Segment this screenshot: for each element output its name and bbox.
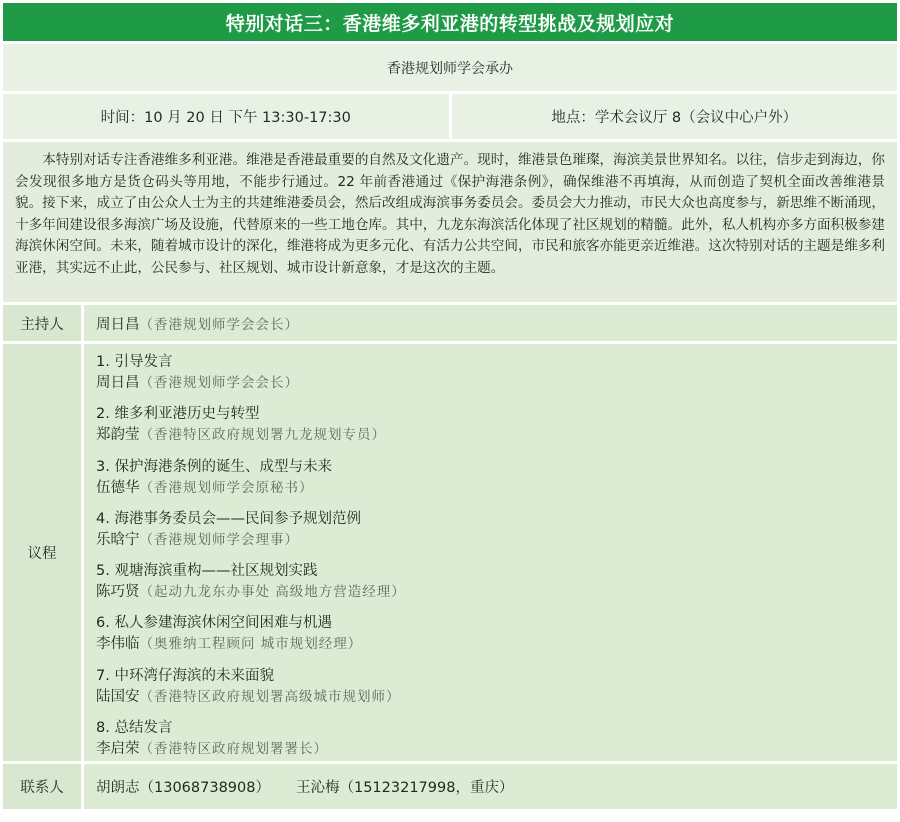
contact-row xyxy=(3,764,897,809)
agenda-item xyxy=(96,613,885,665)
contact-person: 胡朗志（13068738908） xyxy=(96,780,270,796)
agenda-item-title: 4. 海港事务委员会——民间参予规划范例 xyxy=(96,510,361,527)
agenda-item xyxy=(96,561,885,613)
agenda-item-speaker xyxy=(96,581,885,603)
agenda-item-title: 7. 中环湾仔海滨的未来面貌 xyxy=(96,667,274,684)
agenda-item-speaker xyxy=(96,529,885,551)
program-table xyxy=(3,305,897,809)
agenda-item-title: 5. 观塘海滨重构——社区规划实践 xyxy=(96,563,318,580)
agenda-list xyxy=(96,344,885,770)
place-cell: 地点：学术会议厅 8（会议中心户外） xyxy=(452,94,898,139)
agenda-label: 议程 xyxy=(3,344,81,761)
time-cell: 时间：10 月 20 日 下午 13:30-17:30 xyxy=(3,94,449,139)
agenda-item-title: 8. 总结发言 xyxy=(96,720,173,737)
speaker-role: （香港规划师学会原秘书） xyxy=(139,479,314,496)
contact-value xyxy=(84,764,897,809)
agenda-item xyxy=(96,509,885,561)
speaker-name: 乐晗宁 xyxy=(96,531,140,548)
agenda-item xyxy=(96,666,885,718)
agenda-item-speaker xyxy=(96,477,885,499)
intro-paragraph: 本特别对话专注香港维多利亚港。维港是香港最重要的自然及文化遗产。现时，维港景色璀璨，海滨美景世界知名。以往，信步走到海边，你会发现很多地方是货仓码头等用地，不能步行通过。22 年前香港通过《保护海港条例》，确保维港不再填海，从而创造了契机全面改善维港景貌。接下来，成立了由公众人士为主的共建维港委员会，然后改组成海滨事务委员会。委员会大力推动，市民大众也高度参与，新思维不断涌现，十多年间建设很多海滨广场及设施，代替原来的一些工地仓库。其中，九龙东海滨活化体现了社区规划的精髓。此外，私人机构亦多方面积极参建海滨休闲空间。未来，随着城市设计的深化，维港将成为更多元化、有活力公共空间，市民和旅客亦能更亲近维港。这次特别对话的主题是维多利亚港，其实远不止此，公民参与、社区规划、城市设计新意象，才是这次的主题。 xyxy=(3,142,897,302)
contact-label: 联系人 xyxy=(3,764,81,809)
speaker-name: 伍德华 xyxy=(96,479,140,496)
contact-person: 王沁梅（15123217998，重庆） xyxy=(295,780,514,796)
speaker-role: （香港特区政府规划署九龙规划专员） xyxy=(139,427,386,444)
agenda-item-title: 6. 私人参建海滨休闲空间困难与机遇 xyxy=(96,615,332,632)
agenda-item-speaker xyxy=(96,633,885,655)
agenda-item-title: 1. 引导发言 xyxy=(96,354,173,370)
speaker-role: （香港特区政府规划署署长） xyxy=(139,741,328,758)
agenda-value xyxy=(84,344,897,761)
agenda-item xyxy=(96,718,885,770)
agenda-row xyxy=(3,344,897,761)
host-name: 周日昌 xyxy=(96,316,140,333)
speaker-name: 陈巧贤 xyxy=(96,584,140,601)
speaker-role: （奥雅纳工程顾问 城市规划经理） xyxy=(139,636,363,653)
agenda-item-speaker xyxy=(96,738,885,760)
agenda-item-speaker xyxy=(96,372,885,394)
speaker-role: （香港规划师学会理事） xyxy=(139,531,299,548)
agenda-item xyxy=(96,404,885,456)
speaker-name: 李伟临 xyxy=(96,636,140,653)
speaker-name: 李启荣 xyxy=(96,741,140,758)
host-value xyxy=(84,305,897,341)
speaker-role: （香港特区政府规划署高级城市规划师） xyxy=(139,688,401,705)
host-role: （香港规划师学会会长） xyxy=(139,317,299,333)
agenda-item-speaker xyxy=(96,686,885,708)
agenda-item xyxy=(96,352,885,404)
meta-row xyxy=(3,94,897,139)
page-title: 特别对话三：香港维多利亚港的转型挑战及规划应对 xyxy=(3,3,897,41)
host-row xyxy=(3,305,897,341)
host-label: 主持人 xyxy=(3,305,81,341)
speaker-role: （香港规划师学会会长） xyxy=(139,375,299,391)
agenda-item-title: 2. 维多利亚港历史与转型 xyxy=(96,406,260,423)
organizer-row: 香港规划师学会承办 xyxy=(3,44,897,91)
agenda-item-title: 3. 保护海港条例的诞生、成型与未来 xyxy=(96,458,332,475)
speaker-name: 周日昌 xyxy=(96,375,140,391)
speaker-name: 郑韵莹 xyxy=(96,427,140,444)
speaker-role: （起动九龙东办事处 高级地方营造经理） xyxy=(139,584,406,601)
agenda-item xyxy=(96,457,885,509)
agenda-item-speaker xyxy=(96,424,885,446)
speaker-name: 陆国安 xyxy=(96,688,140,705)
